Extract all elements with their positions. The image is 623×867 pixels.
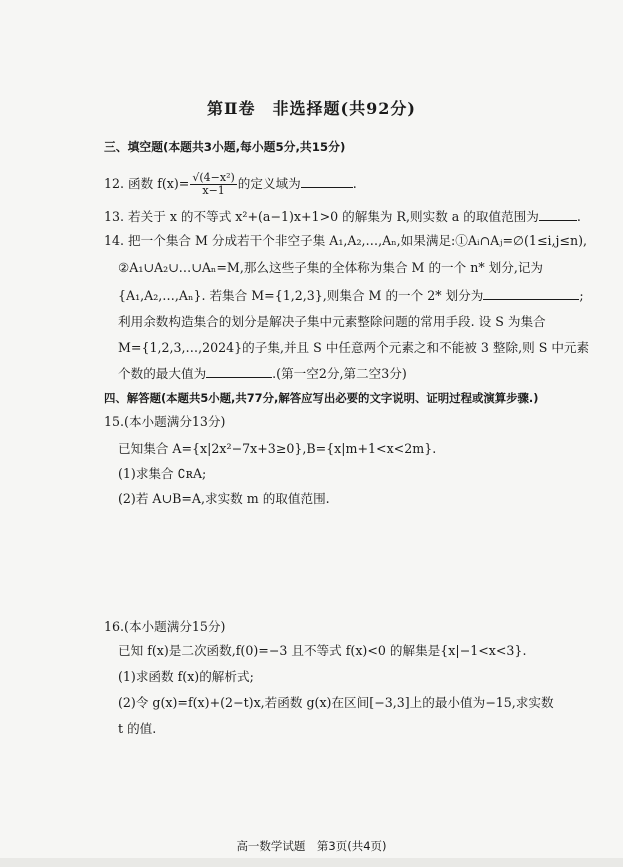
q16-part-2-line-2: t 的值. (118, 721, 157, 736)
q12-fraction (190, 172, 236, 197)
q14-line-3-text: {A₁,A₂,…,Aₙ}. 若集合 M={1,2,3},则集合 M 的一个 2* 划分为 (118, 288, 484, 303)
q14-blank-2 (206, 365, 272, 378)
q14-line-6-b: .(第一空2分,第二空3分) (272, 366, 407, 381)
q13-end: . (576, 209, 581, 224)
q14-line-6 (118, 365, 407, 382)
q15-part-1: (1)求集合 ∁ʀA; (118, 466, 207, 481)
q14-line-2: ②A₁∪A₂∪…∪Aₙ=M,那么这些子集的全体称为集合 M 的一个 n* 划分,记为 (118, 260, 544, 275)
page-title: 第Ⅱ卷 非选择题(共92分) (207, 99, 416, 118)
q12-prefix: 12. 函数 f(x)= (104, 176, 190, 191)
q14-line-3 (118, 287, 584, 304)
q16-header: 16.(本小题满分15分) (104, 619, 226, 634)
q14-line-1: 14. 把一个集合 M 分成若干个非空子集 A₁,A₂,…,Aₙ,如果满足:①Aᵢ∩Aⱼ=∅(1≤i,j≤n), (104, 233, 588, 248)
q15-header: 15.(本小题满分13分) (104, 414, 226, 429)
q14-line-4: 利用余数构造集合的划分是解决子集中元素整除问题的常用手段. 设 S 为集合 (118, 314, 546, 329)
q14-blank-1 (483, 287, 579, 300)
q16-given: 已知 f(x)是二次函数,f(0)=−3 且不等式 f(x)<0 的解集是{x|−1<x<3}. (118, 643, 527, 658)
page-bottom-edge (0, 858, 623, 867)
q12-end: . (352, 176, 357, 191)
q16-part-2-line-1: (2)令 g(x)=f(x)+(2−t)x,若函数 g(x)在区间[−3,3]上的最小值为−15,求实数 (118, 695, 554, 710)
q13-text: 13. 若关于 x 的不等式 x²+(a−1)x+1>0 的解集为 R,则实数 a 的取值范围为 (104, 209, 539, 224)
question-12 (104, 172, 357, 197)
q15-part-2: (2)若 A∪B=A,求实数 m 的取值范围. (118, 491, 330, 506)
section-3-heading: 三、填空题(本题共3小题,每小题5分,共15分) (104, 140, 346, 154)
q12-denominator: x−1 (202, 184, 225, 197)
q15-given: 已知集合 A={x|2x²−7x+3≥0},B={x|m+1<x<2m}. (118, 441, 437, 456)
q12-answer-blank (301, 175, 353, 188)
section-4-heading: 四、解答题(本题共5小题,共77分,解答应写出必要的文字说明、证明过程或演算步骤.) (104, 391, 539, 405)
q14-line-6-a: 个数的最大值为 (118, 366, 207, 381)
page-footer: 高一数学试题 第3页(共4页) (236, 839, 387, 853)
question-13 (104, 208, 581, 225)
q12-numerator: √(4−x²) (192, 171, 235, 184)
q12-suffix: 的定义域为 (237, 176, 301, 191)
q16-part-1: (1)求函数 f(x)的解析式; (118, 669, 254, 684)
q14-line-3-end: ; (579, 288, 584, 303)
q13-answer-blank (539, 208, 577, 221)
q14-line-5: M={1,2,3,…,2024}的子集,并且 S 中任意两个元素之和不能被 3 整除,则 S 中元素 (118, 340, 590, 355)
